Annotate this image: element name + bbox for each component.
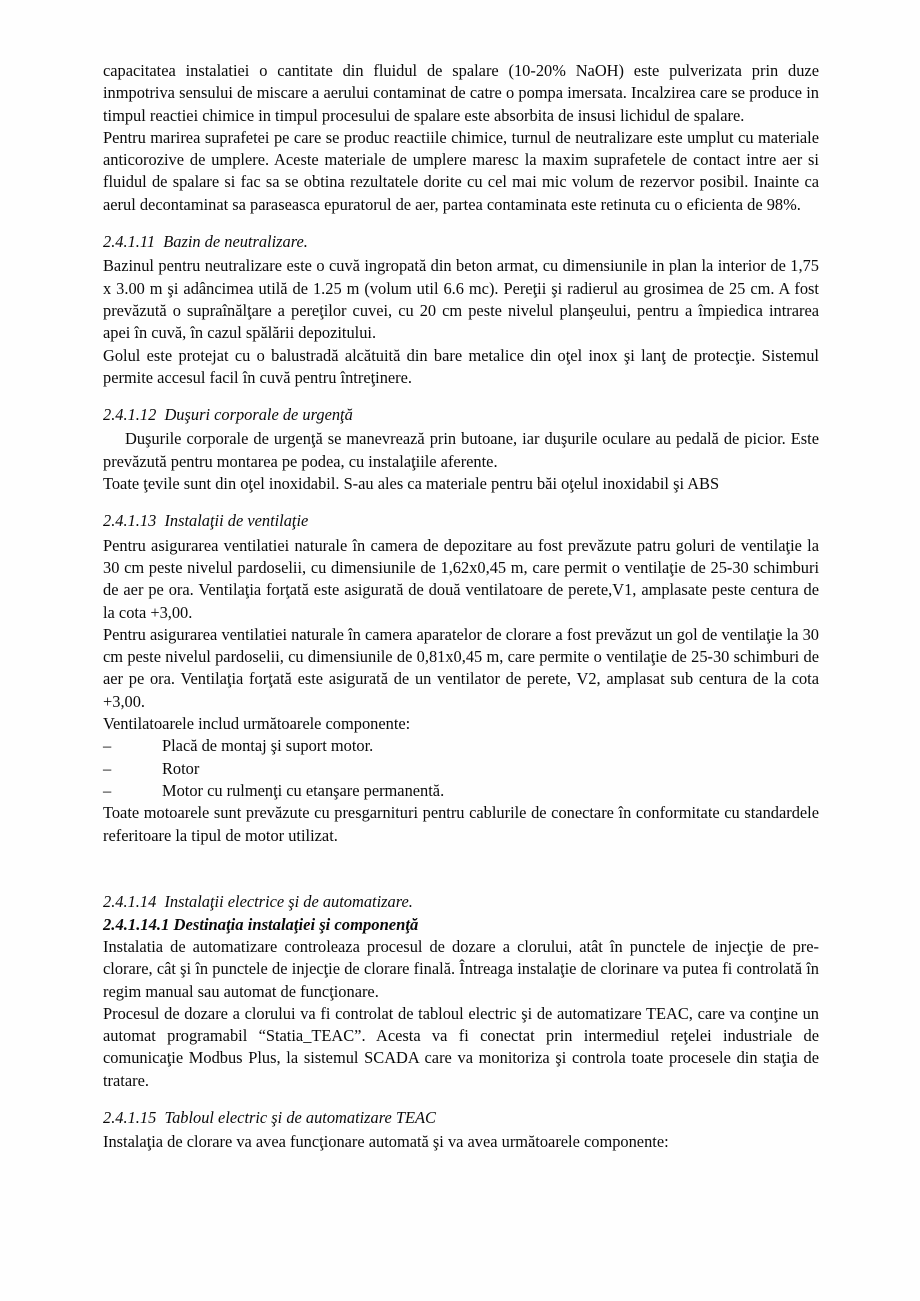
spacer — [103, 389, 819, 404]
page-content — [103, 60, 819, 1154]
paragraph-bazin-2: Golul este protejat cu o balustradă alcătuită din bare metalice din oţel inox şi lanţ de protecţie. Sistemul permite accesul facil în cuvă pentru întreţinere. — [103, 345, 819, 387]
heading-2-4-1-15: 2.4.1.15 Tabloul electric şi de automatizare TEAC — [103, 1108, 436, 1128]
paragraph-teac-1: Instalaţia de clorare va avea funcţionare automată şi va avea următoarele componente: — [103, 1132, 669, 1152]
spacer — [103, 495, 819, 510]
list-dash-marker: – — [103, 758, 112, 778]
list-item — [103, 780, 819, 802]
heading-2-4-1-14: 2.4.1.14 Instalaţii electrice şi de automatizare. — [103, 892, 413, 912]
paragraph-ventilatie-2: Pentru asigurarea ventilatiei naturale în camera aparatelor de clorare a fost prevăzut un gol de ventilaţie la 30 cm peste nivelul pardoselii, cu dimensiunile de 0,81x0,45 m, care permite o ventilaţie de 25-30 schimburi de aer pe ora. Ventilaţia forţată este asigurată de un ventilator de perete, V2, amplasat sub centura de la cota +3,00. — [103, 624, 819, 711]
paragraph-ventilatie-4: Toate motoarele sunt prevăzute cu presgarnituri pentru cablurile de conectare în conformitate cu standardele referitoare la tipul de motor utilizat. — [103, 803, 819, 845]
list-item-label: Rotor — [162, 758, 200, 778]
heading-2-4-1-14-1: 2.4.1.14.1 Destinaţia instalaţiei şi componenţă — [103, 914, 419, 934]
paragraph-dusuri-1: Duşurile corporale de urgenţă se manevrează prin butoane, iar duşurile oculare au pedală de picior. Este prevăzută pentru montarea pe podea, cu instalaţiile aferente. — [103, 429, 819, 471]
list-dash-marker: – — [103, 736, 112, 756]
heading-2-4-1-13: 2.4.1.13 Instalaţii de ventilaţie — [103, 511, 309, 531]
spacer — [103, 1092, 819, 1107]
paragraph-intro-2: Pentru marirea suprafetei pe care se produc reactiile chimice, turnul de neutralizare este umplut cu materiale anticorozive de umplere. Aceste materiale de umplere maresc la maxim suprafetele de contact intre aer si fluidul de spalare si fac sa se obtina rezultatele dorite cu cel mai mic volum de rezervor posibil. Inainte ca aerul decontaminat sa paraseasca epuratorul de aer, partea contaminata este retinuta cu o eficienta de 98%. — [103, 127, 819, 214]
list-item-label: Placă de montaj şi suport motor. — [162, 736, 374, 756]
heading-2-4-1-12: 2.4.1.12 Duşuri corporale de urgenţă — [103, 405, 353, 425]
spacer — [103, 869, 819, 891]
paragraph-ventilatie-1: Pentru asigurarea ventilatiei naturale în camera de depozitare au fost prevăzute patru goluri de ventilaţie la 30 cm peste nivelul pardoselii, cu dimensiunile de 1,62x0,45 m, care permit o ventilaţie de 25-30 schimburi de aer pe ora. Ventilaţia forţată este asigurată de două ventilatoare de perete,V1, amplasate peste centura de la cota +3,00. — [103, 535, 819, 622]
paragraph-intro-1: capacitatea instalatiei o cantitate din fluidul de spalare (10-20% NaOH) este pulverizata prin duze inmpotriva sensului de miscare a aerului contaminat de catre o pompa imersata. Incalzirea care se produce in timpul reactiei chimice in timpul procesului de spalare este absorbita de insusi lichidul de spalare. — [103, 61, 819, 125]
list-item — [103, 758, 819, 780]
list-dash-marker: – — [103, 780, 112, 800]
paragraph-dusuri-2: Toate ţevile sunt din oţel inoxidabil. S-au ales ca materiale pentru băi oţelul inoxidabil şi ABS — [103, 474, 720, 494]
spacer — [103, 216, 819, 231]
paragraph-electrice-2: Procesul de dozare a clorului va fi controlat de tabloul electric şi de automatizare TEAC, care va conţine un automat programabil “Statia_TEAC”. Acesta va fi conectat prin intermediul reţelei industriale de comunicaţie Modbus Plus, la sistemul SCADA care va monitoriza şi controla toate procesele din staţia de tratare. — [103, 1003, 819, 1090]
paragraph-bazin-1: Bazinul pentru neutralizare este o cuvă ingropată din beton armat, cu dimensiunile in plan la interior de 1,75 x 3.00 m şi adâncimea utilă de 1.25 m (volum util 6.6 mc). Pereţii şi radierul au grosimea de 25 cm. A fost prevăzută o supraînălţare a pereţilor cuvei, cu 20 cm peste nivelul planşeului, pentru a împiedica intrarea apei în cuvă, în cazul spălării depozitului. — [103, 256, 819, 343]
heading-2-4-1-11: 2.4.1.11 Bazin de neutralizare. — [103, 232, 308, 252]
spacer — [103, 847, 819, 869]
list-item — [103, 735, 819, 757]
paragraph-ventilatie-3: Ventilatoarele includ următoarele componente: — [103, 714, 411, 734]
list-item-label: Motor cu rulmenţi cu etanşare permanentă. — [162, 780, 445, 800]
paragraph-electrice-1: Instalatia de automatizare controleaza procesul de dozare a clorului, atât în punctele de injecţie de pre-clorare, cât şi în punctele de injecţie de clorare finală. Întreaga instalaţie de clorinare va putea fi controlată în regim manual sau automat de funcţionare. — [103, 936, 819, 1001]
